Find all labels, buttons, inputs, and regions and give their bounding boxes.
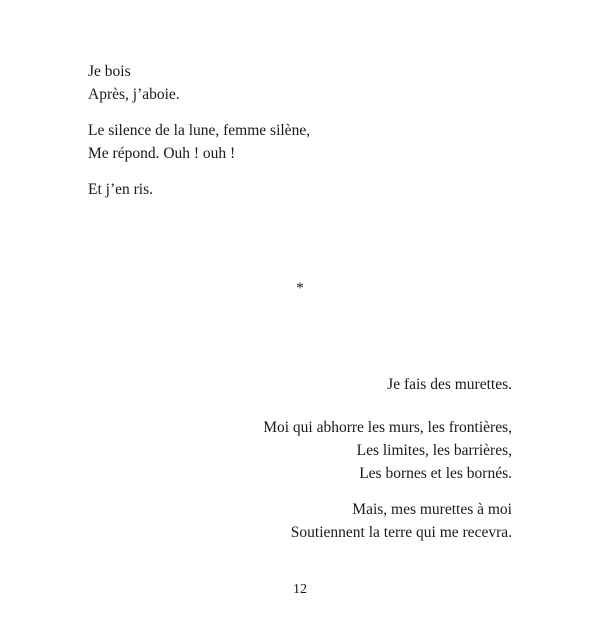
poem-line: Je fais des murettes. [387, 376, 512, 393]
poem-line: Mais, mes murettes à moi [352, 501, 512, 518]
poem-one-stanza-1 [88, 60, 180, 106]
poem-two-stanza-1 [387, 373, 512, 396]
poem-two-stanza-2 [263, 416, 512, 485]
poem-line: Après, j’aboie. [88, 86, 180, 103]
poem-one-stanza-3 [88, 178, 153, 201]
poem-line: Le silence de la lune, femme silène, [88, 122, 311, 139]
poem-line: Les limites, les barrières, [356, 442, 512, 459]
poem-one-stanza-2 [88, 119, 310, 165]
page-number: 12 [293, 582, 307, 597]
poem-line: Et j’en ris. [88, 181, 153, 198]
section-separator: * [296, 280, 304, 297]
poem-two-stanza-3 [291, 498, 512, 544]
poem-line: Me répond. Ouh ! ouh ! [88, 145, 236, 162]
poem-line: Je bois [88, 63, 131, 80]
poem-line: Soutiennent la terre qui me recevra. [290, 524, 512, 541]
poem-line: Moi qui abhorre les murs, les frontières, [263, 419, 512, 436]
poem-line: Les bornes et les bornés. [359, 465, 512, 482]
